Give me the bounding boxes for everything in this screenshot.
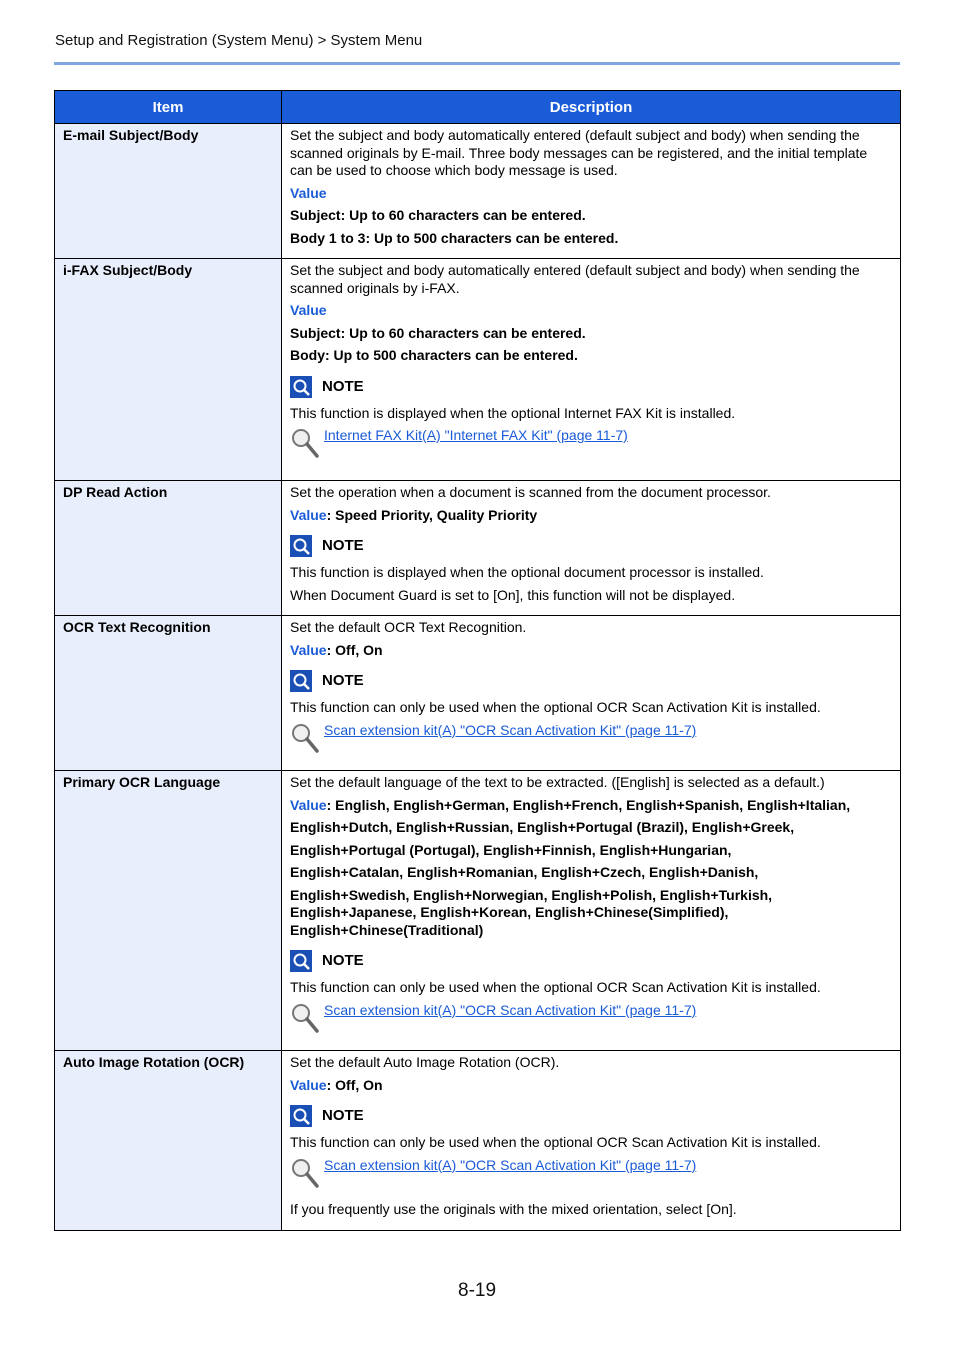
note-text: This function is displayed when the optional document processor is installed.: [290, 564, 764, 580]
reference-link[interactable]: Scan extension kit(A) "OCR Scan Activation Kit" (page 11-7): [324, 1156, 697, 1173]
description-column-header: Description: [282, 91, 901, 124]
value-label: Value: [290, 641, 327, 658]
breadcrumb: Setup and Registration (System Menu) > System Menu: [55, 32, 423, 49]
value-text: Subject: Up to 60 characters can be entered.: [290, 324, 586, 341]
value-line: [290, 797, 892, 815]
header-divider: [54, 62, 900, 65]
page-number: 8-19: [458, 1280, 497, 1301]
value-text: Body 1 to 3: Up to 500 characters can be entered.: [290, 229, 619, 246]
note-icon: [290, 950, 312, 972]
value-text: Body: Up to 500 characters can be entered.: [290, 347, 578, 363]
reference-link[interactable]: Scan extension kit(A) "OCR Scan Activation Kit" (page 11-7): [324, 1001, 697, 1018]
item-column-header: Item: [55, 91, 282, 124]
note-label: NOTE: [322, 1107, 364, 1125]
item-ifax-subject-body: i-FAX Subject/Body: [55, 259, 282, 481]
description-text: Set the subject and body automatically entered (default subject and body) when sending the scanned originals by E-mail. Three body messages can be registered, and the initial template can be used to choose which body message is used.: [290, 127, 868, 178]
value-text: English+Dutch, English+Russian, English+Portugal (Brazil), English+Greek,: [290, 819, 795, 835]
desc-auto-image-rotation: [282, 1051, 901, 1231]
note-header: [290, 534, 892, 558]
note-label: NOTE: [322, 952, 364, 970]
reference: [290, 1002, 892, 1034]
desc-ifax-subject-body: [282, 259, 901, 481]
table-header-row: [55, 91, 901, 124]
note-header: [290, 375, 892, 399]
value-label: Value: [290, 1076, 327, 1093]
reference-link[interactable]: Scan extension kit(A) "OCR Scan Activation Kit" (page 11-7): [324, 721, 697, 738]
value-label: Value: [290, 796, 327, 813]
item-dp-read-action: DP Read Action: [55, 481, 282, 616]
magnifier-icon: [290, 1157, 320, 1189]
desc-email-subject-body: [282, 124, 901, 259]
item-ocr-text-recognition: OCR Text Recognition: [55, 616, 282, 771]
value-text: : English, English+German, English+French, English+Spanish, English+Italian,: [326, 796, 851, 813]
reference: [290, 722, 892, 754]
table-row: [55, 1051, 901, 1231]
tip-text: If you frequently use the originals with the mixed orientation, select [On].: [290, 1200, 737, 1217]
value-label: Value: [290, 302, 327, 318]
note-header: [290, 949, 892, 973]
note-header: [290, 669, 892, 693]
note-icon: [290, 1105, 312, 1127]
value-text: English+Catalan, English+Romanian, English+Czech, English+Danish,: [290, 864, 759, 880]
value-text: English+Swedish, English+Norwegian, English+Polish, English+Turkish, English+Japanese, English+Korean, English+Chinese(Simplified), English+Chinese(Traditional): [290, 886, 773, 938]
description-text: Set the subject and body automatically entered (default subject and body) when sending the scanned originals by i-FAX.: [290, 262, 860, 296]
description-text: Set the operation when a document is scanned from the document processor.: [290, 484, 771, 500]
value-text: : Off, On: [326, 1076, 383, 1093]
description-text: Set the default Auto Image Rotation (OCR).: [290, 1054, 560, 1070]
desc-ocr-text-recognition: [282, 616, 901, 771]
value-text: : Off, On: [326, 641, 383, 658]
reference: [290, 427, 892, 459]
value-line: [290, 1077, 892, 1095]
note-header: [290, 1104, 892, 1128]
table-row: [55, 124, 901, 259]
reference-link[interactable]: Internet FAX Kit(A) "Internet FAX Kit" (page 11-7): [324, 427, 628, 443]
magnifier-icon: [290, 722, 320, 754]
table-row: [55, 259, 901, 481]
table-row: [55, 616, 901, 771]
value-line: [290, 507, 892, 525]
value-text: Subject: Up to 60 characters can be entered.: [290, 207, 586, 223]
note-icon: [290, 670, 312, 692]
table-row: [55, 771, 901, 1051]
value-text: : Speed Priority, Quality Priority: [326, 506, 538, 523]
note-text: This function is displayed when the optional Internet FAX Kit is installed.: [290, 404, 736, 421]
value-label: Value: [290, 506, 327, 523]
magnifier-icon: [290, 427, 320, 459]
reference: [290, 1157, 892, 1189]
note-text: This function can only be used when the optional OCR Scan Activation Kit is installed.: [290, 979, 821, 995]
note-label: NOTE: [322, 672, 364, 690]
desc-primary-ocr-language: [282, 771, 901, 1051]
item-email-subject-body: E-mail Subject/Body: [55, 124, 282, 259]
description-text: Set the default language of the text to be extracted. ([English] is selected as a default.): [290, 774, 825, 790]
value-line: [290, 642, 892, 660]
note-label: NOTE: [322, 537, 364, 555]
desc-dp-read-action: [282, 481, 901, 616]
value-text: English+Portugal (Portugal), English+Finnish, English+Hungarian,: [290, 841, 732, 858]
value-label: Value: [290, 184, 327, 201]
description-text: Set the default OCR Text Recognition.: [290, 619, 527, 635]
magnifier-icon: [290, 1002, 320, 1034]
note-text: This function can only be used when the optional OCR Scan Activation Kit is installed.: [290, 699, 821, 715]
table-row: [55, 481, 901, 616]
settings-table: [54, 90, 901, 1231]
note-text: When Document Guard is set to [On], this function will not be displayed.: [290, 586, 736, 603]
note-icon: [290, 376, 312, 398]
item-auto-image-rotation: Auto Image Rotation (OCR): [55, 1051, 282, 1231]
note-icon: [290, 535, 312, 557]
note-label: NOTE: [322, 377, 364, 395]
item-primary-ocr-language: Primary OCR Language: [55, 771, 282, 1051]
note-text: This function can only be used when the optional OCR Scan Activation Kit is installed.: [290, 1134, 821, 1150]
